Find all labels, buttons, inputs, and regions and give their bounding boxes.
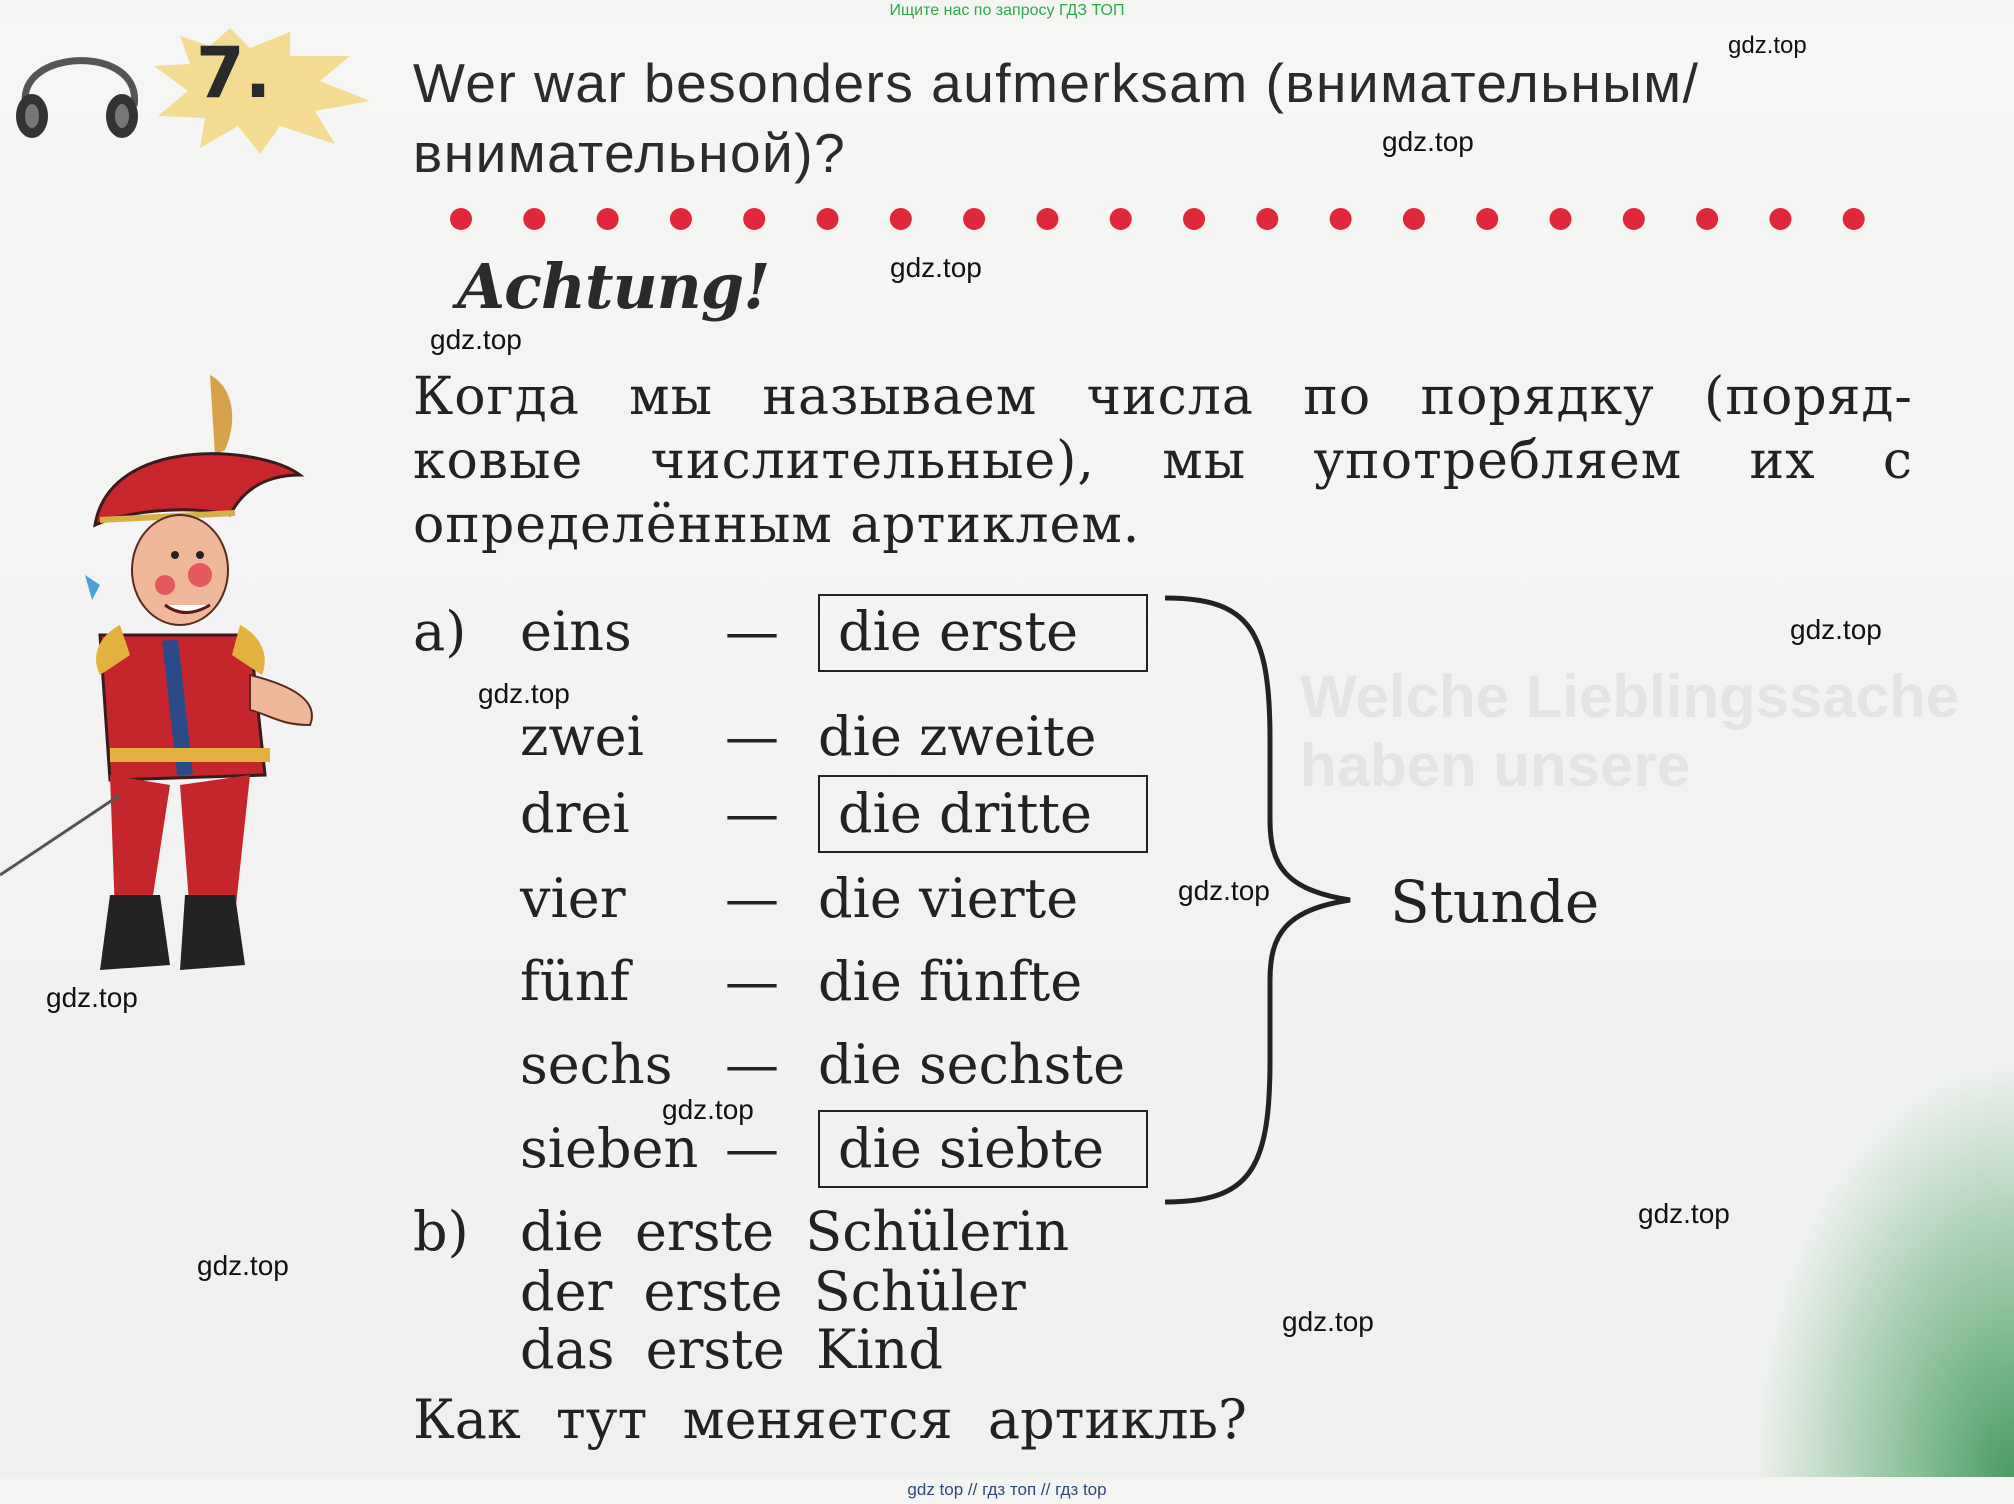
watermark: gdz.top — [890, 252, 982, 283]
divider-dot — [1696, 208, 1718, 230]
watermark: gdz.top — [1728, 32, 1807, 59]
cardinal-number: eins — [520, 600, 632, 663]
brace-word: Stunde — [1390, 868, 1600, 936]
cardinal-number: sechs — [520, 1033, 673, 1096]
toy-soldier-illustration — [0, 355, 330, 995]
exercise-number: 7. — [196, 32, 272, 114]
divider-dot — [1550, 208, 1572, 230]
divider-dot — [1256, 208, 1278, 230]
ordinal-form: die siebte — [838, 1117, 1105, 1180]
top-banner: Ищите нас по запросу ГДЗ ТОП — [889, 2, 1125, 19]
achtung-title: Achtung! — [457, 250, 770, 323]
dash: — — [725, 950, 779, 1013]
example-line: die erste Schülerin — [520, 1200, 1070, 1263]
background-bleed-text: Welche Lieblingssache haben unsere — [1300, 663, 1960, 799]
cardinal-number: zwei — [520, 705, 644, 768]
example-line: der erste Schüler — [520, 1260, 1026, 1323]
ordinal-form: die sechste — [818, 1033, 1126, 1096]
divider-dot — [1036, 208, 1058, 230]
dash: — — [725, 600, 779, 663]
divider-dot — [1623, 208, 1645, 230]
headphones-icon — [4, 28, 154, 138]
divider-dot — [1110, 208, 1132, 230]
watermark: gdz.top — [1382, 126, 1474, 157]
ordinal-form: die dritte — [838, 782, 1092, 845]
example-line: das erste Kind — [520, 1318, 943, 1381]
divider-dot — [523, 208, 545, 230]
divider-dot — [1769, 208, 1791, 230]
closing-question: Как тут меняется артикль? — [413, 1388, 1247, 1451]
watermark: gdz.top — [478, 678, 570, 709]
rule-line: определённым артиклем. — [413, 495, 1141, 555]
watermark: gdz.top — [430, 324, 522, 355]
rule-text — [413, 365, 1913, 557]
footer-text: gdz top // гдз топ // гдз top — [907, 1480, 1107, 1499]
divider-dot — [1843, 208, 1865, 230]
divider-dot — [670, 208, 692, 230]
rule-line: Когда мы называем числа по порядку (поряд- — [413, 367, 1913, 427]
divider-dot — [1183, 208, 1205, 230]
divider-dot — [743, 208, 765, 230]
watermark: gdz.top — [46, 982, 138, 1013]
watermark: gdz.top — [1282, 1306, 1374, 1337]
dash: — — [725, 782, 779, 845]
divider-dot — [1476, 208, 1498, 230]
divider-dot — [1330, 208, 1352, 230]
dotted-divider — [450, 208, 1940, 230]
dash: — — [725, 705, 779, 768]
divider-dot — [817, 208, 839, 230]
ordinal-form: die zweite — [818, 705, 1097, 768]
watermark: gdz.top — [1178, 875, 1270, 906]
question-line: Wer war besonders aufmerksam (внимательным/ — [413, 52, 1700, 114]
divider-dot — [1403, 208, 1425, 230]
ordinal-form: die vierte — [818, 867, 1079, 930]
divider-dot — [963, 208, 985, 230]
exercise-question — [413, 48, 1913, 188]
watermark: gdz.top — [662, 1094, 754, 1125]
watermark: gdz.top — [197, 1250, 289, 1281]
part-b-label: b) — [413, 1200, 469, 1263]
page-corner-shade — [1754, 1057, 2014, 1477]
divider-dot — [890, 208, 912, 230]
divider-dot — [450, 208, 472, 230]
cardinal-number: fünf — [520, 950, 630, 1013]
watermark: gdz.top — [1790, 614, 1882, 645]
dash: — — [725, 1033, 779, 1096]
divider-dot — [597, 208, 619, 230]
dash: — — [725, 1117, 779, 1180]
rule-line: ковые числительные), мы употребляем их с — [413, 431, 1913, 491]
watermark: gdz.top — [1638, 1198, 1730, 1229]
question-line: внимательной)? — [413, 122, 847, 184]
ordinal-form: die fünfte — [818, 950, 1083, 1013]
ordinal-form: die erste — [838, 600, 1079, 663]
dash: — — [725, 867, 779, 930]
cardinal-number: vier — [520, 867, 626, 930]
cardinal-number: drei — [520, 782, 630, 845]
cardinal-number: sieben — [520, 1117, 699, 1180]
part-a-label: a) — [413, 600, 467, 663]
